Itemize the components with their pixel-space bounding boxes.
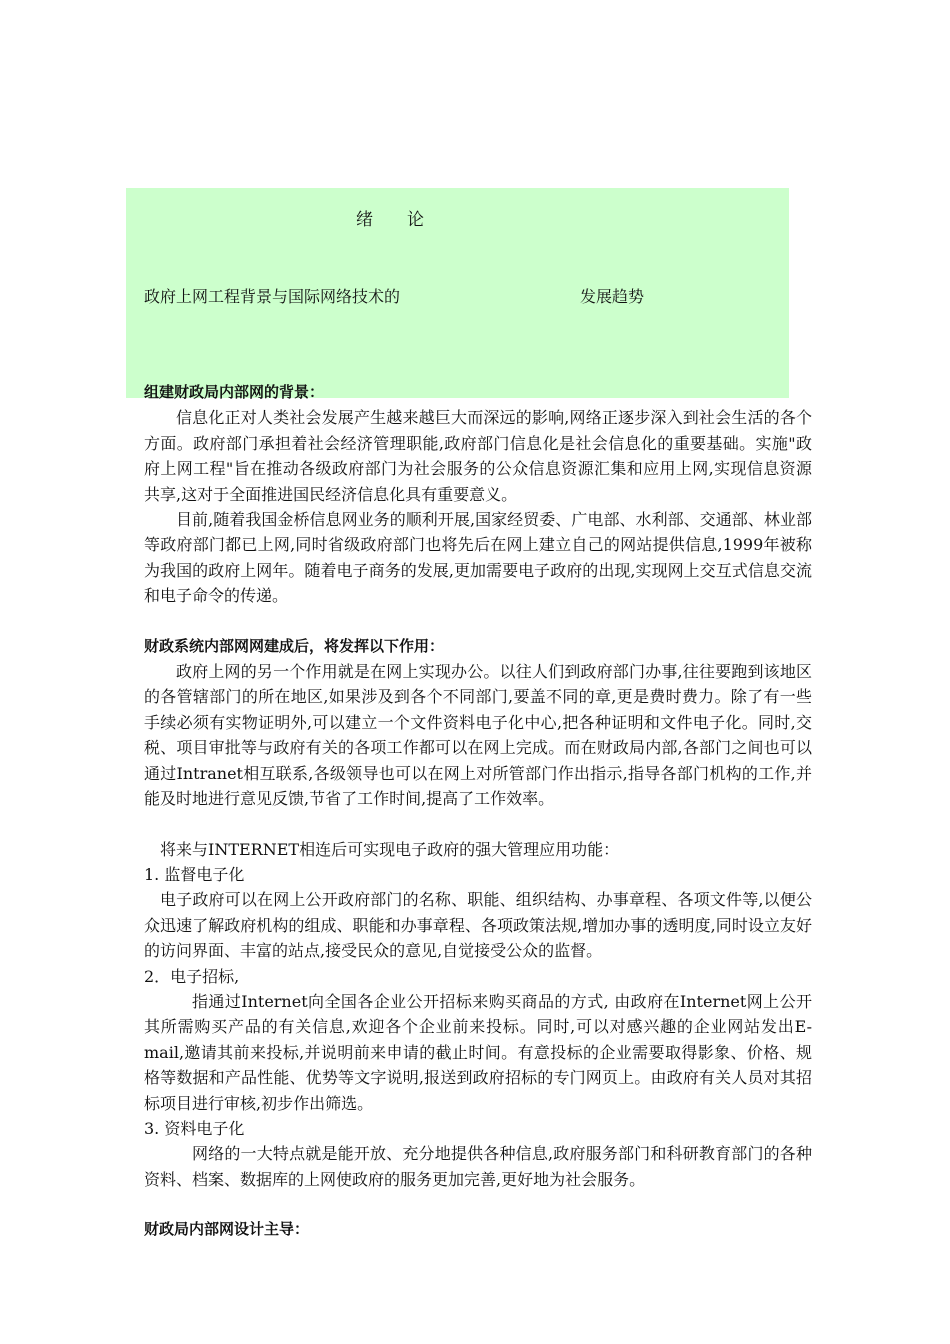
document-body (144, 380, 812, 1243)
item3-title: 3. 资料电子化 (144, 1118, 245, 1138)
item3-body: 网络的一大特点就是能开放、充分地提供各种信息,政府服务部门和科研教育部门的各种资料、档案、数据库的上网使政府的服务更加完善,更好地为社会服务。 (144, 1144, 812, 1189)
item2-body: 指通过Internet向全国各企业公开招标来购买商品的方式, 由政府在Internet网上公开其所需购买产品的有关信息,欢迎各个企业前来投标。同时,可以对感兴趣的企业网站发出E-mail,邀请其前来投标,并说明前来申请的截止时间。有意投标的企业需要取得影象、价格、规格等数据和产品性能、优势等文字说明,报送到政府招标的专门网页上。由政府有关人员对其招标项目进行审核,初步作出筛选。 (144, 991, 812, 1113)
section1-heading: 组建财政局内部网的背景： (144, 383, 325, 401)
section4-heading: 财政局内部网设计主导： (144, 1220, 310, 1239)
section1-paragraph-1: 信息化正对人类社会发展产生越来越巨大而深远的影响,网络正逐步深入到社会生活的各个方面。政府部门承担着社会经济管理职能,政府部门信息化是社会信息化的重要基础。实施"政府上网工程"旨在推动各级政府部门为社会服务的公众信息资源汇集和应用上网,实现信息资源共享,这对于全面推进国民经济信息化具有重要意义。 (144, 408, 812, 504)
item1-body: 电子政府可以在网上公开政府部门的名称、职能、组织结构、办事章程、各项文件等,以便公众迅速了解政府机构的组成、职能和办事章程、各项政策法规,增加办事的透明度,同时设立友好的访问界面、丰富的站点,接受民众的意见,自觉接受公众的监督。 (144, 890, 812, 961)
section2-paragraph-1: 政府上网的另一个作用就是在网上实现办公。以往人们到政府部门办事,往往要跑到该地区的各管辖部门的所在地区,如果涉及到各个不同部门,要盖不同的章,更是费时费力。除了有一些手续必须有实物证明外,可以建立一个文件资料电子化中心,把各种证明和文件电子化。同时,交税、项目审批等与政府有关的各项工作都可以在网上完成。而在财政局内部,各部门之间也可以通过Intranet相互联系,各级领导也可以在网上对所管部门作出指示,指导各部门机构的工作,并能及时地进行意见反馈,节省了工作时间,提高了工作效率。 (144, 662, 812, 809)
subtitle-right: 发展趋势 (580, 287, 645, 306)
item2-title: 2．电子招标, (144, 966, 240, 986)
section2-heading: 财政系统内部网网建成后，将发挥以下作用： (144, 636, 445, 655)
document-title: 绪论 (356, 210, 458, 230)
item1-title: 1. 监督电子化 (144, 864, 245, 884)
section1-paragraph-2: 目前,随着我国金桥信息网业务的顺利开展,国家经贸委、广电部、水利部、交通部、林业部等政府部门都已上网,同时省级政府部门也将先后在网上建立自己的网站提供信息,1999年被称为我国的政府上网年。随着电子商务的发展,更加需要电子政府的出现,实现网上交互式信息交流和电子命令的传递。 (144, 510, 812, 606)
subtitle-left: 政府上网工程背景与国际网络技术的 (144, 287, 401, 306)
section3-intro: 将来与INTERNET相连后可实现电子政府的强大管理应用功能： (160, 839, 620, 859)
